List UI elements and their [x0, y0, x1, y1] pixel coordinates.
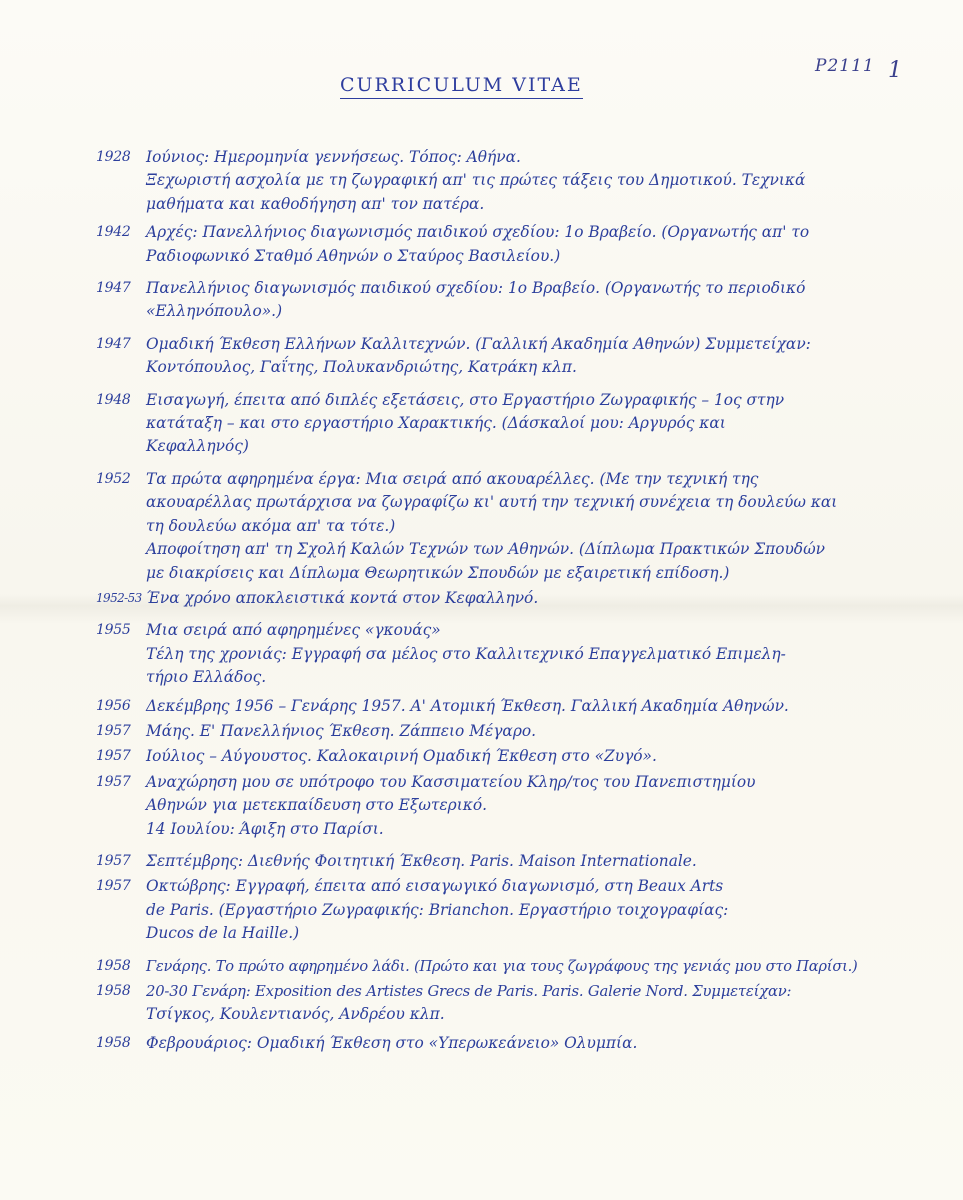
cv-entry-1947-a — [96, 277, 926, 324]
entry-text: Ιούνιος: Ημερομηνία γεννήσεως. Τόπος: Αθήνα. — [146, 148, 521, 166]
entry-text: de Paris. (Εργαστήριο Ζωγραφικής: Brianchon. Εργαστήριο τοιχογραφίας: — [146, 900, 729, 919]
entry-text: Αναχώρηση μου σε υπότροφο του Κασσιματείου Κληρ/τος του Πανεπιστημίου — [146, 772, 756, 791]
entry-text: κατάταξη – και στο εργαστήριο Χαρακτικής. (Δάσκαλοί μου: Αργυρός και — [146, 414, 726, 433]
entry-text: Εισαγωγή, έπειτα από διπλές εξετάσεις, στο Εργαστήριο Ζωγραφικής – 1ος στην — [146, 390, 785, 409]
entry-text: Κοντόπουλος, Γαΐτης, Πολυκανδριώτης, Κατράκη κλπ. — [146, 358, 577, 377]
cv-entry-1955 — [96, 619, 926, 689]
cv-entry-1956 — [96, 695, 926, 718]
page-number: 1 — [888, 58, 902, 83]
entry-year: 1956 — [96, 697, 131, 714]
entry-year: 1942 — [96, 224, 131, 241]
entry-year: 1952 — [96, 470, 131, 487]
entry-text: ακουαρέλλας πρωτάρχισα να ζωγραφίζω κι' αυτή την τεχνική συνέχεια τη δουλεύω και — [146, 493, 838, 512]
cv-entry-1957-d — [96, 850, 926, 873]
entry-text: Ομαδική Έκθεση Ελλήνων Καλλιτεχνών. (Γαλλική Ακαδημία Αθηνών) Συμμετείχαν: — [146, 334, 811, 353]
entry-text: Αποφοίτηση απ' τη Σχολή Καλών Τεχνών των Αθηνών. (Δίπλωμα Πρακτικών Σπουδών — [146, 540, 825, 559]
cv-entry-1957-a — [96, 720, 926, 743]
entry-text: Μια σειρά από αφηρημένες «γκουάς» — [146, 621, 441, 640]
entry-year: 1957 — [96, 878, 131, 895]
entry-text: μαθήματα και καθοδήγηση απ' τον πατέρα. — [146, 194, 485, 213]
entry-year: 1928 — [96, 149, 131, 165]
entry-text: Σεπτέμβρης: Διεθνής Φοιτητική Έκθεση. Paris. Maison Internationale. — [146, 851, 697, 870]
cv-entry-1947-b — [96, 333, 926, 380]
entry-text: Ιούλιος – Αύγουστος. Καλοκαιρινή Ομαδική Έκθεση στο «Ζυγό». — [146, 747, 657, 766]
archive-reference: P2111 — [815, 56, 875, 76]
entry-year: 1957 — [96, 852, 131, 869]
entry-year: 1958 — [96, 1034, 131, 1051]
entry-year: 1947 — [96, 335, 131, 352]
entry-year: 1957 — [96, 773, 131, 790]
cv-entry-1957-c — [96, 771, 926, 841]
entry-text: Τσίγκος, Κουλεντιανός, Ανδρέου κλπ. — [146, 1005, 445, 1024]
cv-entry-1957-b — [96, 745, 926, 768]
entry-year: 1957 — [96, 748, 131, 765]
entry-text: Φεβρουάριος: Ομαδική Έκθεση στο «Υπερωκεάνειο» Ολυμπία. — [146, 1033, 638, 1052]
entry-text: Ραδιοφωνικό Σταθμό Αθηνών ο Σταύρος Βασιλείου.) — [146, 246, 561, 265]
entry-year: 1955 — [96, 622, 131, 639]
entry-text: Ξεχωριστή ασχολία με τη ζωγραφική απ' τις πρώτες τάξεις του Δημοτικού. Τεχνικά — [146, 171, 806, 190]
document-title: CURRICULUM VITAE — [340, 74, 583, 99]
entry-year: 1952-53 — [96, 590, 142, 605]
entry-text: Κεφαλληνός) — [146, 437, 249, 456]
entry-text: Αθηνών για μετεκπαίδευση στο Εξωτερικό. — [146, 796, 487, 815]
cv-entry-1942 — [96, 221, 926, 268]
entry-year: 1957 — [96, 722, 131, 739]
cv-entry-1958-a — [96, 955, 926, 978]
cv-entry-1957-e — [96, 875, 926, 945]
cv-entry-1948 — [96, 389, 926, 459]
cv-entry-1952-53 — [96, 587, 926, 610]
cv-entry-1958-c — [96, 1032, 926, 1055]
cv-entries — [96, 146, 926, 1055]
entry-text: Γενάρης. Το πρώτο αφηρημένο λάδι. (Πρώτο και για τους ζωγράφους της γενιάς μου στο Παρίσι.) — [146, 957, 858, 975]
entry-text: Δεκέμβρης 1956 – Γενάρης 1957. Α' Ατομική Έκθεση. Γαλλική Ακαδημία Αθηνών. — [146, 696, 789, 715]
entry-text: με διακρίσεις και Δίπλωμα Θεωρητικών Σπουδών με εξαιρετική επίδοση.) — [146, 563, 730, 582]
entry-text: Αρχές: Πανελλήνιος διαγωνισμός παιδικού σχεδίου: 1ο Βραβείο. (Οργανωτής απ' το — [146, 223, 810, 242]
entry-text: 20-30 Γενάρη: Exposition des Artistes Grecs de Paris. Paris. Galerie Nord. Συμμετείχαν: — [146, 983, 792, 1000]
entry-text: Τέλη της χρονιάς: Εγγραφή σα μέλος στο Καλλιτεχνικό Επαγγελματικό Επιμελη- — [146, 644, 786, 663]
entry-text: Ducos de la Haille.) — [146, 924, 300, 943]
entry-text: «Ελληνόπουλο».) — [146, 302, 283, 321]
cv-entry-1928 — [96, 146, 926, 216]
entry-text: Τα πρώτα αφηρημένα έργα: Μια σειρά από ακουαρέλλες. (Με την τεχνική της — [146, 469, 759, 488]
entry-year: 1947 — [96, 280, 131, 297]
entry-text: Πανελλήνιος διαγωνισμός παιδικού σχεδίου: 1ο Βραβείο. (Οργανωτής το περιοδικό — [146, 279, 806, 298]
entry-text: τη δουλεύω ακόμα απ' τα τότε.) — [146, 516, 396, 535]
entry-text: τήριο Ελλάδος. — [146, 668, 267, 687]
entry-text: 14 Ιουλίου: Άφιξη στο Παρίσι. — [146, 819, 384, 838]
entry-text: Μάης. Ε' Πανελλήνιος Έκθεση. Ζάππειο Μέγαρο. — [146, 721, 537, 740]
cv-entry-1952 — [96, 468, 926, 585]
entry-text: Ένα χρόνο αποκλειστικά κοντά στον Κεφαλληνό. — [146, 588, 539, 607]
entry-text: Οκτώβρης: Εγγραφή, έπειτα από εισαγωγικό διαγωνισμό, στη Beaux Arts — [146, 877, 724, 896]
entry-year: 1958 — [96, 957, 131, 974]
entry-year: 1948 — [96, 391, 131, 408]
entry-year: 1958 — [96, 983, 131, 999]
cv-entry-1958-b — [96, 980, 926, 1027]
